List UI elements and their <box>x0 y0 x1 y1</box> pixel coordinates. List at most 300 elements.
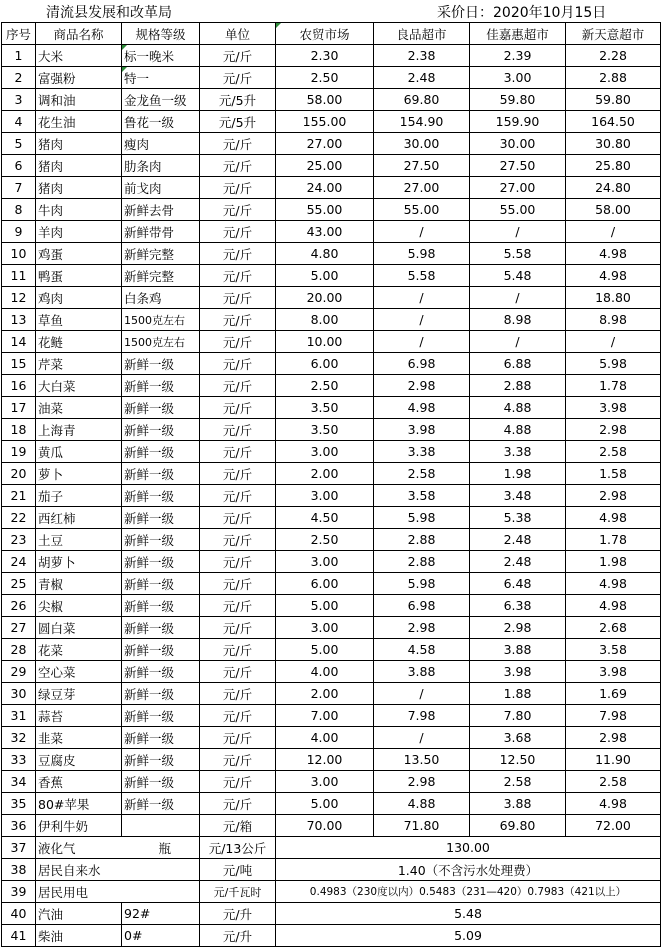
row-name: 空心菜 <box>36 661 122 683</box>
price-xintianyi: 3.58 <box>566 639 661 661</box>
row-name: 调和油 <box>36 89 122 111</box>
row-name: 黄瓜 <box>36 441 122 463</box>
price-liangpin: 71.80 <box>374 815 470 837</box>
table-row <box>2 639 661 661</box>
row-spec: 新鲜完整 <box>122 265 200 287</box>
price-jiajiahui: 3.00 <box>470 67 566 89</box>
price-farmers-market: 25.00 <box>276 155 374 177</box>
row-unit: 元/升 <box>200 925 276 947</box>
price-farmers-market: 8.00 <box>276 309 374 331</box>
price-farmers-market: 4.00 <box>276 727 374 749</box>
price-jiajiahui: 6.88 <box>470 353 566 375</box>
row-no: 14 <box>2 331 36 353</box>
price-liangpin: 5.98 <box>374 243 470 265</box>
row-name: 鸡肉 <box>36 287 122 309</box>
price-xintianyi: 3.98 <box>566 397 661 419</box>
price-jiajiahui: / <box>470 287 566 309</box>
row-no: 40 <box>2 903 36 925</box>
row-spec: 新鲜一级 <box>122 639 200 661</box>
price-liangpin: / <box>374 287 470 309</box>
price-jiajiahui: 12.50 <box>470 749 566 771</box>
row-spec: 1500克左右 <box>122 331 200 353</box>
price-xintianyi: 8.98 <box>566 309 661 331</box>
price-farmers-market: 3.50 <box>276 419 374 441</box>
price-farmers-market: 10.00 <box>276 331 374 353</box>
row-spec: 新鲜一级 <box>122 507 200 529</box>
row-name: 豆腐皮 <box>36 749 122 771</box>
row-no: 4 <box>2 111 36 133</box>
row-unit: 元/斤 <box>200 353 276 375</box>
row-unit: 元/箱 <box>200 815 276 837</box>
price-liangpin: 69.80 <box>374 89 470 111</box>
price-liangpin: 3.88 <box>374 661 470 683</box>
row-no: 11 <box>2 265 36 287</box>
row-no: 18 <box>2 419 36 441</box>
table-row <box>2 89 661 111</box>
row-unit: 元/斤 <box>200 749 276 771</box>
price-liangpin: 5.98 <box>374 507 470 529</box>
row-price-merged: 0.4983（230度以内）0.5483（231—420）0.7983（421以上） <box>276 881 661 903</box>
report-header <box>0 0 661 22</box>
price-xintianyi: 18.80 <box>566 287 661 309</box>
col-header-unit: 单位 <box>200 23 276 45</box>
row-price-merged: 5.48 <box>276 903 661 925</box>
price-jiajiahui: 59.80 <box>470 89 566 111</box>
col-header-no: 序号 <box>2 23 36 45</box>
row-name: 80#苹果 <box>36 793 122 815</box>
col-header-farmers-market: 农贸市场 <box>276 23 374 45</box>
price-liangpin: 7.98 <box>374 705 470 727</box>
price-xintianyi: 5.98 <box>566 353 661 375</box>
row-name: 猪肉 <box>36 133 122 155</box>
row-unit: 元/斤 <box>200 617 276 639</box>
price-jiajiahui: 2.39 <box>470 45 566 67</box>
row-name: 韭菜 <box>36 727 122 749</box>
price-xintianyi: 2.58 <box>566 771 661 793</box>
row-name: 羊肉 <box>36 221 122 243</box>
collection-date: 采价日：2020年10月15日 <box>437 5 607 21</box>
row-no: 10 <box>2 243 36 265</box>
row-no: 9 <box>2 221 36 243</box>
row-spec: 特一 <box>122 67 200 89</box>
table-row <box>2 309 661 331</box>
row-spec: 标一晚米 <box>122 45 200 67</box>
row-unit: 元/斤 <box>200 155 276 177</box>
row-no: 2 <box>2 67 36 89</box>
row-name: 草鱼 <box>36 309 122 331</box>
price-xintianyi: 72.00 <box>566 815 661 837</box>
table-row <box>2 243 661 265</box>
row-unit: 元/斤 <box>200 683 276 705</box>
price-xintianyi: / <box>566 331 661 353</box>
row-spec: 新鲜一级 <box>122 485 200 507</box>
price-jiajiahui: 5.38 <box>470 507 566 529</box>
row-spec: 新鲜一级 <box>122 353 200 375</box>
row-name: 柴油 <box>36 925 122 947</box>
price-liangpin: / <box>374 683 470 705</box>
row-unit: 元/斤 <box>200 551 276 573</box>
table-row <box>2 221 661 243</box>
price-xintianyi: 4.98 <box>566 595 661 617</box>
table-row <box>2 661 661 683</box>
price-jiajiahui: 1.98 <box>470 463 566 485</box>
row-unit: 元/斤 <box>200 243 276 265</box>
row-no: 26 <box>2 595 36 617</box>
price-table <box>1 22 661 947</box>
price-liangpin: 4.98 <box>374 397 470 419</box>
row-no: 19 <box>2 441 36 463</box>
row-unit: 元/斤 <box>200 661 276 683</box>
row-spec: 1500克左右 <box>122 309 200 331</box>
row-name: 居民用电 <box>36 881 200 903</box>
price-farmers-market: 5.00 <box>276 639 374 661</box>
price-xintianyi: 4.98 <box>566 573 661 595</box>
price-xintianyi: 2.68 <box>566 617 661 639</box>
row-spec: 新鲜一级 <box>122 683 200 705</box>
row-spec: 金龙鱼一级 <box>122 89 200 111</box>
row-name: 萝卜 <box>36 463 122 485</box>
row-unit: 元/斤 <box>200 507 276 529</box>
row-no: 17 <box>2 397 36 419</box>
row-name: 芹菜 <box>36 353 122 375</box>
row-unit: 元/斤 <box>200 419 276 441</box>
price-jiajiahui: / <box>470 331 566 353</box>
price-liangpin: / <box>374 331 470 353</box>
price-liangpin: 6.98 <box>374 595 470 617</box>
price-farmers-market: 43.00 <box>276 221 374 243</box>
row-spec: 新鲜一级 <box>122 463 200 485</box>
row-no: 13 <box>2 309 36 331</box>
row-spec: 新鲜一级 <box>122 441 200 463</box>
price-xintianyi: 4.98 <box>566 507 661 529</box>
row-name: 牛肉 <box>36 199 122 221</box>
price-liangpin: 27.50 <box>374 155 470 177</box>
price-jiajiahui: 5.58 <box>470 243 566 265</box>
row-name: 鸡蛋 <box>36 243 122 265</box>
row-unit: 元/5升 <box>200 89 276 111</box>
price-farmers-market: 3.00 <box>276 485 374 507</box>
row-unit: 元/斤 <box>200 529 276 551</box>
price-liangpin: 2.98 <box>374 771 470 793</box>
price-liangpin: 2.88 <box>374 529 470 551</box>
price-farmers-market: 4.80 <box>276 243 374 265</box>
row-spec: 新鲜一级 <box>122 771 200 793</box>
row-name: 蒜苔 <box>36 705 122 727</box>
price-jiajiahui: 2.48 <box>470 529 566 551</box>
price-xintianyi: 30.80 <box>566 133 661 155</box>
col-header-liangpin: 良品超市 <box>374 23 470 45</box>
price-farmers-market: 3.00 <box>276 551 374 573</box>
row-spec: 新鲜一级 <box>122 529 200 551</box>
row-spec: 鲁花一级 <box>122 111 200 133</box>
row-unit: 元/斤 <box>200 485 276 507</box>
table-row <box>2 419 661 441</box>
table-row <box>2 287 661 309</box>
table-row <box>2 683 661 705</box>
table-row-38 <box>2 859 661 881</box>
row-spec: 92# <box>122 903 200 925</box>
row-spec <box>122 815 200 837</box>
price-jiajiahui: 7.80 <box>470 705 566 727</box>
table-row <box>2 815 661 837</box>
price-jiajiahui: 2.58 <box>470 771 566 793</box>
row-no: 21 <box>2 485 36 507</box>
row-no: 28 <box>2 639 36 661</box>
row-name-spec <box>36 837 200 859</box>
price-xintianyi: 4.98 <box>566 265 661 287</box>
row-name: 猪肉 <box>36 177 122 199</box>
price-xintianyi: 1.98 <box>566 551 661 573</box>
price-farmers-market: 2.50 <box>276 67 374 89</box>
price-liangpin: 55.00 <box>374 199 470 221</box>
col-header-spec: 规格等级 <box>122 23 200 45</box>
price-jiajiahui: 2.48 <box>470 551 566 573</box>
row-name: 伊利牛奶 <box>36 815 122 837</box>
price-liangpin: 13.50 <box>374 749 470 771</box>
table-row <box>2 573 661 595</box>
price-jiajiahui: 1.88 <box>470 683 566 705</box>
row-name: 居民自来水 <box>36 859 200 881</box>
row-spec: 0# <box>122 925 200 947</box>
row-spec: 新鲜带骨 <box>122 221 200 243</box>
row-unit: 元/13公斤 <box>200 837 276 859</box>
row-no: 38 <box>2 859 36 881</box>
row-unit: 元/斤 <box>200 133 276 155</box>
row-unit: 元/斤 <box>200 199 276 221</box>
price-farmers-market: 5.00 <box>276 595 374 617</box>
price-liangpin: 2.98 <box>374 617 470 639</box>
price-jiajiahui: 55.00 <box>470 199 566 221</box>
row-spec: 新鲜一级 <box>122 573 200 595</box>
row-no: 27 <box>2 617 36 639</box>
row-spec: 新鲜一级 <box>122 749 200 771</box>
row-unit: 元/斤 <box>200 441 276 463</box>
price-farmers-market: 155.00 <box>276 111 374 133</box>
price-jiajiahui: / <box>470 221 566 243</box>
price-farmers-market: 5.00 <box>276 793 374 815</box>
price-jiajiahui: 2.88 <box>470 375 566 397</box>
row-no: 25 <box>2 573 36 595</box>
row-unit: 元/斤 <box>200 287 276 309</box>
row-unit: 元/斤 <box>200 639 276 661</box>
row-no: 7 <box>2 177 36 199</box>
price-jiajiahui: 3.98 <box>470 661 566 683</box>
price-liangpin: 2.38 <box>374 45 470 67</box>
price-farmers-market: 3.00 <box>276 617 374 639</box>
price-liangpin: 2.58 <box>374 463 470 485</box>
col-header-name: 商品名称 <box>36 23 122 45</box>
row-spec: 新鲜完整 <box>122 243 200 265</box>
table-body <box>2 45 661 947</box>
organization-title: 清流县发展和改革局 <box>46 5 172 21</box>
price-xintianyi: 3.98 <box>566 661 661 683</box>
table-row <box>2 727 661 749</box>
row-no: 24 <box>2 551 36 573</box>
price-liangpin: 2.88 <box>374 551 470 573</box>
row-spec: 新鲜一级 <box>122 793 200 815</box>
table-row <box>2 111 661 133</box>
row-no: 30 <box>2 683 36 705</box>
row-no: 39 <box>2 881 36 903</box>
price-xintianyi: 24.80 <box>566 177 661 199</box>
row-no: 34 <box>2 771 36 793</box>
price-jiajiahui: 4.88 <box>470 419 566 441</box>
row-name: 胡萝卜 <box>36 551 122 573</box>
row-spec: 瘦肉 <box>122 133 200 155</box>
row-spec: 新鲜一级 <box>122 705 200 727</box>
row-spec: 新鲜去骨 <box>122 199 200 221</box>
row-spec: 新鲜一级 <box>122 375 200 397</box>
row-no: 22 <box>2 507 36 529</box>
price-jiajiahui: 4.88 <box>470 397 566 419</box>
row-no: 33 <box>2 749 36 771</box>
table-row <box>2 353 661 375</box>
row-unit: 元/斤 <box>200 265 276 287</box>
row-name: 西红柿 <box>36 507 122 529</box>
table-row-41 <box>2 925 661 947</box>
price-xintianyi: 25.80 <box>566 155 661 177</box>
price-farmers-market: 70.00 <box>276 815 374 837</box>
price-jiajiahui: 3.68 <box>470 727 566 749</box>
row-no: 35 <box>2 793 36 815</box>
row-no: 6 <box>2 155 36 177</box>
table-row <box>2 45 661 67</box>
row-spec: 瓶 <box>158 840 171 856</box>
price-xintianyi: 1.58 <box>566 463 661 485</box>
row-unit: 元/吨 <box>200 859 276 881</box>
price-liangpin: 3.38 <box>374 441 470 463</box>
price-farmers-market: 2.50 <box>276 375 374 397</box>
row-unit: 元/斤 <box>200 309 276 331</box>
row-spec: 新鲜一级 <box>122 595 200 617</box>
table-row <box>2 67 661 89</box>
row-no: 37 <box>2 837 36 859</box>
price-farmers-market: 20.00 <box>276 287 374 309</box>
price-liangpin: / <box>374 221 470 243</box>
price-jiajiahui: 159.90 <box>470 111 566 133</box>
row-no: 20 <box>2 463 36 485</box>
row-unit: 元/斤 <box>200 573 276 595</box>
price-farmers-market: 2.00 <box>276 683 374 705</box>
price-liangpin: / <box>374 309 470 331</box>
table-row <box>2 265 661 287</box>
row-unit: 元/千瓦时 <box>200 881 276 903</box>
row-unit: 元/斤 <box>200 463 276 485</box>
price-jiajiahui: 30.00 <box>470 133 566 155</box>
row-spec: 白条鸡 <box>122 287 200 309</box>
col-header-xintianyi: 新天意超市 <box>566 23 661 45</box>
price-jiajiahui: 3.38 <box>470 441 566 463</box>
price-farmers-market: 12.00 <box>276 749 374 771</box>
table-row <box>2 749 661 771</box>
table-row <box>2 617 661 639</box>
row-unit: 元/斤 <box>200 331 276 353</box>
price-jiajiahui: 27.00 <box>470 177 566 199</box>
table-row <box>2 397 661 419</box>
price-farmers-market: 6.00 <box>276 353 374 375</box>
row-no: 3 <box>2 89 36 111</box>
price-liangpin: 4.58 <box>374 639 470 661</box>
price-xintianyi: 2.88 <box>566 67 661 89</box>
table-row <box>2 463 661 485</box>
price-xintianyi: 2.98 <box>566 419 661 441</box>
price-farmers-market: 4.50 <box>276 507 374 529</box>
row-unit: 元/斤 <box>200 595 276 617</box>
row-name: 油菜 <box>36 397 122 419</box>
table-row <box>2 595 661 617</box>
table-row <box>2 133 661 155</box>
table-row <box>2 375 661 397</box>
row-unit: 元/斤 <box>200 67 276 89</box>
row-no: 41 <box>2 925 36 947</box>
row-no: 5 <box>2 133 36 155</box>
row-name: 圆白菜 <box>36 617 122 639</box>
row-name: 富强粉 <box>36 67 122 89</box>
price-jiajiahui: 8.98 <box>470 309 566 331</box>
price-xintianyi: 59.80 <box>566 89 661 111</box>
row-name: 花生油 <box>36 111 122 133</box>
row-unit: 元/斤 <box>200 771 276 793</box>
price-liangpin: 6.98 <box>374 353 470 375</box>
table-row-37 <box>2 837 661 859</box>
row-name: 香蕉 <box>36 771 122 793</box>
row-name: 青椒 <box>36 573 122 595</box>
row-name: 猪肉 <box>36 155 122 177</box>
row-no: 29 <box>2 661 36 683</box>
row-no: 12 <box>2 287 36 309</box>
row-unit: 元/斤 <box>200 397 276 419</box>
price-farmers-market: 55.00 <box>276 199 374 221</box>
row-spec: 新鲜一级 <box>122 551 200 573</box>
row-unit: 元/斤 <box>200 221 276 243</box>
price-xintianyi: 7.98 <box>566 705 661 727</box>
price-liangpin: 2.48 <box>374 67 470 89</box>
price-xintianyi: 2.98 <box>566 727 661 749</box>
price-xintianyi: 2.28 <box>566 45 661 67</box>
table-row <box>2 529 661 551</box>
table-row <box>2 331 661 353</box>
row-unit: 元/斤 <box>200 793 276 815</box>
price-farmers-market: 27.00 <box>276 133 374 155</box>
row-unit: 元/斤 <box>200 177 276 199</box>
row-name: 尖椒 <box>36 595 122 617</box>
table-row <box>2 507 661 529</box>
row-unit: 元/斤 <box>200 45 276 67</box>
table-row <box>2 441 661 463</box>
price-xintianyi: / <box>566 221 661 243</box>
row-unit: 元/斤 <box>200 705 276 727</box>
price-xintianyi: 1.78 <box>566 529 661 551</box>
table-row <box>2 155 661 177</box>
price-liangpin: 3.58 <box>374 485 470 507</box>
row-name: 上海青 <box>36 419 122 441</box>
col-header-jiajiahui: 佳嘉惠超市 <box>470 23 566 45</box>
header-row <box>2 23 661 45</box>
price-liangpin: / <box>374 727 470 749</box>
price-liangpin: 154.90 <box>374 111 470 133</box>
price-farmers-market: 3.00 <box>276 771 374 793</box>
price-jiajiahui: 3.88 <box>470 793 566 815</box>
row-name: 液化气 <box>38 840 76 856</box>
row-unit: 元/5升 <box>200 111 276 133</box>
row-unit: 元/斤 <box>200 727 276 749</box>
row-no: 16 <box>2 375 36 397</box>
price-farmers-market: 2.30 <box>276 45 374 67</box>
table-row <box>2 793 661 815</box>
row-no: 23 <box>2 529 36 551</box>
table-row <box>2 705 661 727</box>
row-no: 32 <box>2 727 36 749</box>
